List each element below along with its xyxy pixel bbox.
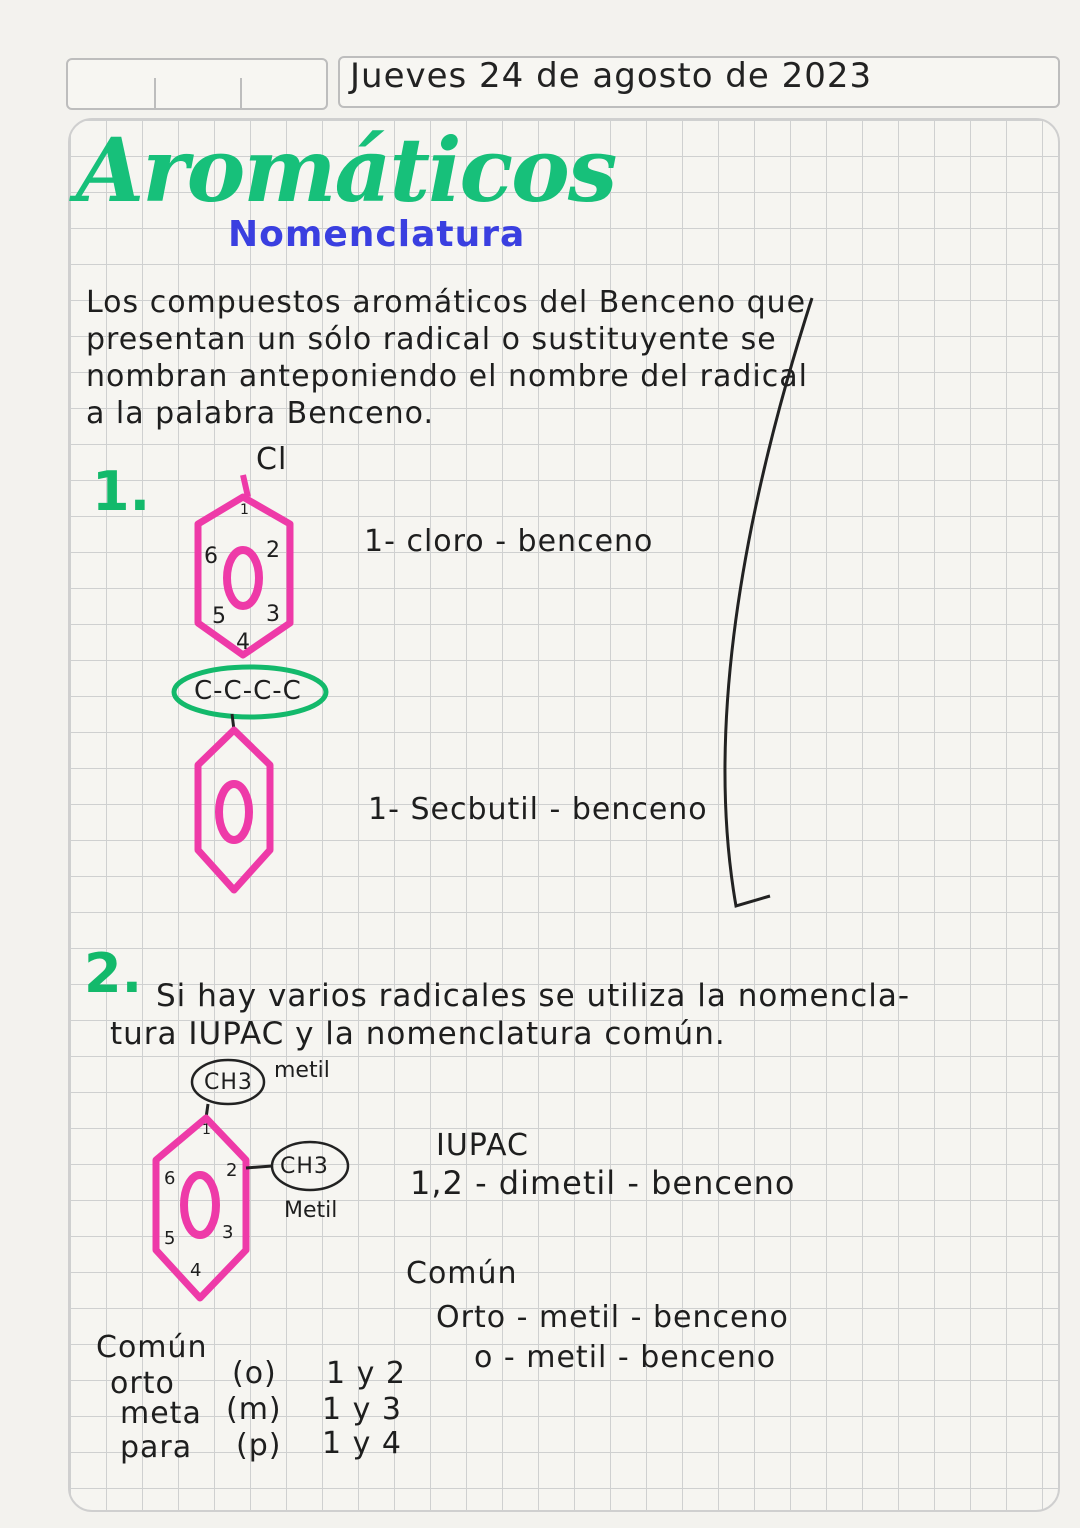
common-abbrev-name: o - metil - benceno <box>474 1340 777 1375</box>
ring1-pos-3: 3 <box>266 602 280 627</box>
intro-line: nombran anteponiendo el nombre del radical <box>86 359 808 394</box>
ring1-pos-5: 5 <box>212 604 226 629</box>
intro-line: presentan un sólo radical o sustituyente se <box>86 322 777 357</box>
common-row-pos: 1 y 2 <box>326 1356 406 1391</box>
common-row-pos: 1 y 3 <box>322 1392 402 1427</box>
ring1-pos-6: 6 <box>204 544 218 569</box>
common-row-pos: 1 y 4 <box>322 1426 402 1461</box>
page-subtitle: Nomenclatura <box>228 214 526 255</box>
methyl-group-2: CH3 <box>280 1154 329 1179</box>
secbutyl-chain: C-C-C-C <box>194 676 302 706</box>
ring3-pos-6: 6 <box>164 1168 176 1189</box>
bracket-arrow <box>725 298 812 906</box>
ring3-pos-5: 5 <box>164 1228 176 1249</box>
section1-number: 1. <box>92 460 151 523</box>
iupac-heading: IUPAC <box>436 1128 529 1163</box>
intro-line: a la palabra Benceno. <box>86 396 434 431</box>
section2-number: 2. <box>84 942 143 1005</box>
common-row-abbr: (m) <box>226 1392 282 1427</box>
chlorobenzene-name: 1- cloro - benceno <box>364 524 654 559</box>
common-row-name: meta <box>120 1396 202 1431</box>
methyl-label-2: Metil <box>284 1198 338 1223</box>
section2-text-line: tura IUPAC y la nomenclatura común. <box>110 1016 726 1052</box>
ring1-pos-2: 2 <box>266 538 280 563</box>
ring3-pos-2: 2 <box>226 1160 238 1181</box>
common-row-abbr: (o) <box>232 1356 277 1391</box>
iupac-name: 1,2 - dimetil - benceno <box>410 1164 796 1202</box>
ring1-pos-1: 1 <box>240 502 249 518</box>
methyl-group-1: CH3 <box>204 1070 253 1095</box>
ring3-pos-3: 3 <box>222 1222 234 1243</box>
dimethylbenzene-ring <box>156 1060 348 1298</box>
chloro-substituent: Cl <box>256 442 288 477</box>
ring3-pos-1: 1 <box>202 1122 211 1138</box>
common-table-heading: Común <box>96 1330 208 1365</box>
intro-line: Los compuestos aromáticos del Benceno que <box>86 285 807 320</box>
ring3-pos-4: 4 <box>190 1260 202 1281</box>
secbutylbenzene-name: 1- Secbutil - benceno <box>368 792 708 827</box>
section2-text-line: Si hay varios radicales se utiliza la nomencla- <box>156 978 911 1014</box>
common-heading: Común <box>406 1256 518 1291</box>
methyl-label-1: metil <box>274 1058 330 1083</box>
common-row-name: para <box>120 1430 193 1465</box>
ring1-pos-4: 4 <box>236 630 250 655</box>
common-name: Orto - metil - benceno <box>436 1300 789 1335</box>
common-row-abbr: (p) <box>236 1428 282 1463</box>
date-text: Jueves 24 de agosto de 2023 <box>350 56 873 96</box>
common-row-name: orto <box>110 1366 175 1401</box>
page-title: Aromáticos <box>76 118 616 222</box>
